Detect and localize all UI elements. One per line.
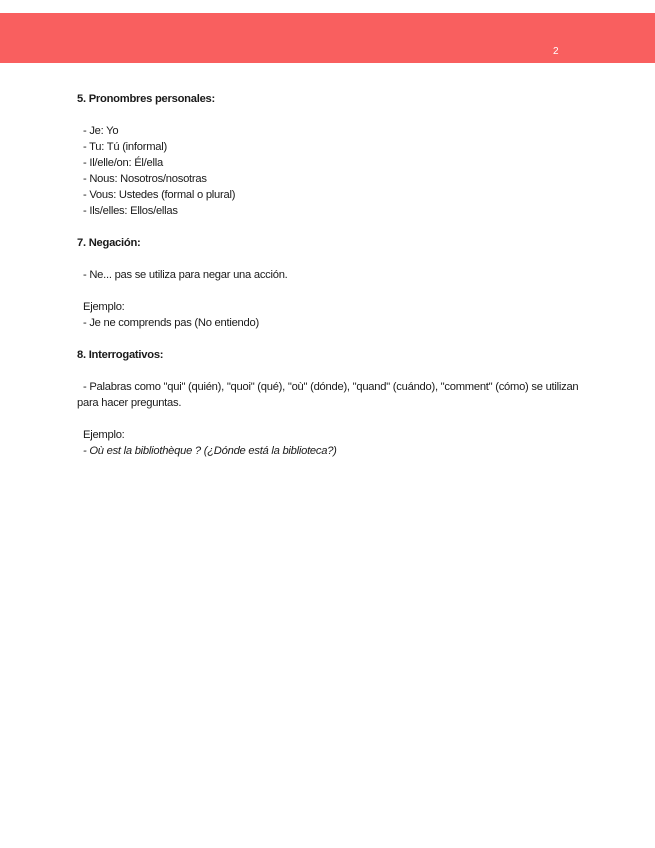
interrogatives-example: - Où est la bibliothèque ? (¿Dónde está la biblioteca?) [83,445,337,457]
document-body [77,91,582,459]
negation-example-label: Ejemplo: [83,301,125,313]
list-item: - Il/elle/on: Él/ella [83,157,163,169]
list-item: - Ils/elles: Ellos/ellas [83,205,178,217]
section-title-negation: 7. Negación: [77,237,141,249]
header-band [0,13,655,63]
list-item: - Nous: Nosotros/nosotras [83,173,207,185]
list-item: - Je: Yo [83,125,119,137]
section-title-interrogatives: 8. Interrogativos: [77,349,164,361]
section-title-pronouns: 5. Pronombres personales: [77,93,215,105]
negation-description: - Ne... pas se utiliza para negar una acción. [83,269,288,281]
interrogatives-description: - Palabras como "qui" (quién), "quoi" (qué), "où" (dónde), "quand" (cuándo), "comment" (cómo) se utilizan para hacer preguntas. [77,381,579,409]
list-item: - Tu: Tú (informal) [83,141,167,153]
interrogatives-example-label: Ejemplo: [83,429,125,441]
page-number: 2 [553,46,559,57]
list-item: - Vous: Ustedes (formal o plural) [83,189,236,201]
negation-example: - Je ne comprends pas (No entiendo) [83,317,259,329]
